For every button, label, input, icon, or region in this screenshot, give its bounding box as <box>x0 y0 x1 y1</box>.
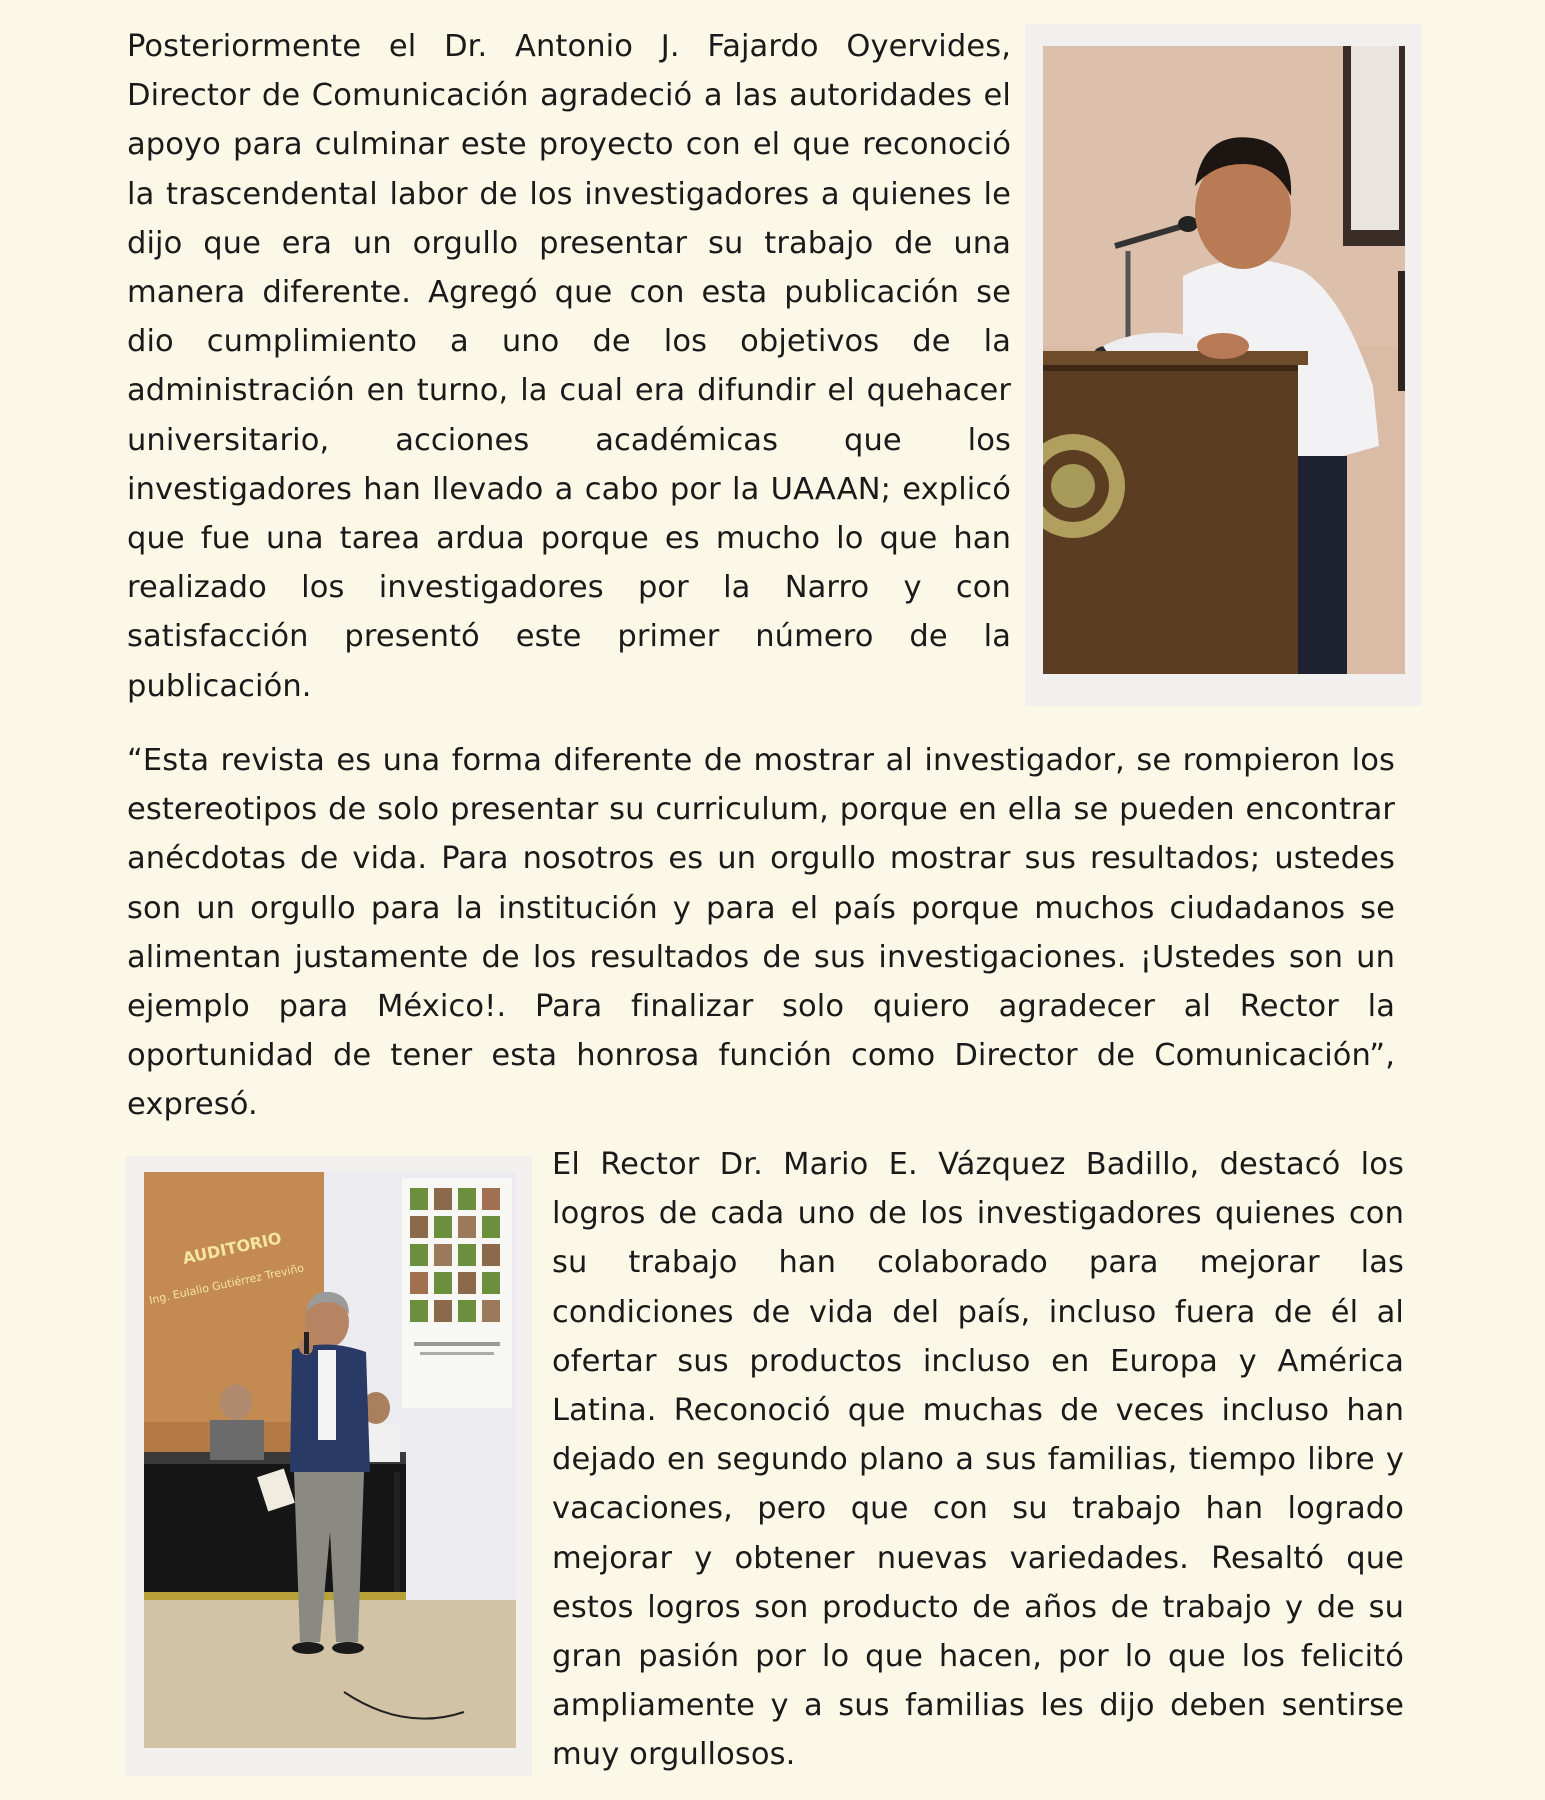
article-paragraph-3: El Rector Dr. Mario E. Vázquez Badillo, destacó los logros de cada uno de los investigadores quienes con su trabajo han colaborado para mejorar las condiciones de vida del país, incluso fuera de él al ofertar sus productos incluso en Europa y América Latina. Reconoció que muchas de veces incluso han dejado en segundo plano a sus familias, tiempo libre y vacaciones, pero que con su trabajo han logrado mejorar y obtener nuevas variedades. Resaltó que estos logros son producto de años de trabajo y de su gran pasión por lo que hacen, por lo que los felicitó ampliamente y a sus familias les dijo deben sentirse muy orgullosos. <box>552 1147 1404 1773</box>
auditorium-sign-title: AUDITORIO <box>180 1228 284 1268</box>
rector-speaking-photo <box>126 1156 532 1776</box>
auditorium-sign-name: Ing. Eulalio Gutiérrez Treviño <box>147 1261 306 1307</box>
rector-speaking-image <box>144 1172 516 1748</box>
article-paragraph-1: Posteriormente el Dr. Antonio J. Fajardo Oyervides, Director de Comunicación agradeció a las autoridades el apoyo para culminar este proyecto con el que reconoció la trascendental labor de los investigadores a quienes le dijo que era un orgullo presentar su trabajo de una manera diferente. Agregó que con esta publicación se dio cumplimiento a uno de los objetivos de la administración en turno, la cual era difundir el quehacer universitario, acciones académicas que los investigadores han llevado a cabo por la UAAAN; explicó que fue una tarea ardua porque es mucho lo que han realizado los investigadores por la Narro y con satisfacción presentó este primer número de la publicación. <box>127 29 1011 704</box>
speaker-at-podium-image <box>1043 46 1405 674</box>
speaker-at-podium-photo <box>1025 24 1421 706</box>
article-paragraph-2: “Esta revista es una forma diferente de mostrar al investigador, se rompieron los estereotipos de solo presentar su curriculum, porque en ella se pueden encontrar anécdotas de vida. Para nosotros es un orgullo mostrar sus resultados; ustedes son un orgullo para la institución y para el país porque muchos ciudadanos se alimentan justamente de los resultados de sus investigaciones. ¡Ustedes son un ejemplo para México!. Para finalizar solo quiero agradecer al Rector la oportunidad de tener esta honrosa función como Director de Comunicación”, expresó. <box>127 743 1395 1123</box>
